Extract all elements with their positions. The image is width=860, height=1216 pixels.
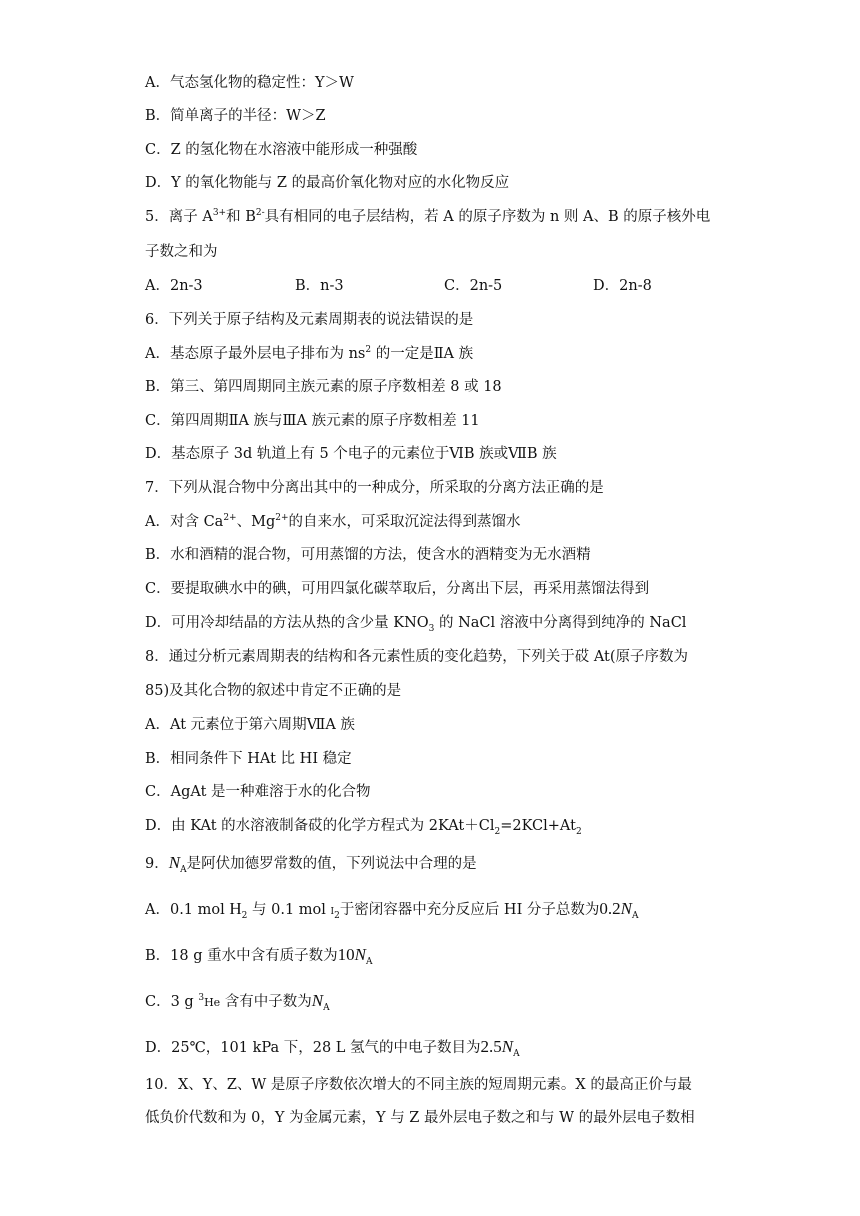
q10-stem-line2: 低负价代数和为 0，Y 为金属元素，Y 与 Z 最外层电子数之和与 W 的最外层电子数相 <box>145 1110 695 1126</box>
q5-stem-line1: 5．离子 $A^{3+}$和 $B^{2-}$具有相同的电子层结构，若 A 的原子序数为 n 则 A、B 的原子核外电 <box>145 208 711 225</box>
q5-option-d: D．2n-8 <box>593 278 652 294</box>
q6-option-d: D．基态原子 3d 轨道上有 5 个电子的元素位于ⅥB 族或ⅦB 族 <box>145 446 557 462</box>
q7-stem: 7．下列从混合物中分离出其中的一种成分，所采取的分离方法正确的是 <box>145 480 604 496</box>
q8-option-c: C．AgAt 是一种难溶于水的化合物 <box>145 784 371 800</box>
q9-option-a: A．0.1 mol $H_2$ 与 0.1 mol $I_2$于密闭容器中充分反应后 HI 分子总数为$0.2N_A$ <box>145 899 639 921</box>
q8-option-b: B．相同条件下 HAt 比 HI 稳定 <box>145 751 352 767</box>
q4-option-d: D．Y 的氧化物能与 Z 的最高价氧化物对应的水化物反应 <box>145 175 510 191</box>
q8-stem-line1: 8．通过分析元素周期表的结构和各元素性质的变化趋势，下列关于砹 At(原子序数为 <box>145 649 689 665</box>
q5-option-c: C．2n-5 <box>444 278 503 294</box>
q9-option-b: B．18 g 重水中含有质子数为$10N_A$ <box>145 945 373 967</box>
q9-stem: 9．$N_A$是阿伏加德罗常数的值，下列说法中合理的是 <box>145 853 477 875</box>
q4-option-b: B．简单离子的半径：W＞Z <box>145 108 326 124</box>
q8-stem-line2: 85)及其化合物的叙述中肯定不正确的是 <box>145 683 402 699</box>
q5-option-b: B．n-3 <box>295 278 344 294</box>
q6-option-c: C．第四周期ⅡA 族与ⅢA 族元素的原子序数相差 11 <box>145 413 480 429</box>
q5-option-a: A．2n-3 <box>145 278 203 294</box>
q4-option-a: A．气态氢化物的稳定性：Y＞W <box>145 75 354 91</box>
q8-option-d: D．由 KAt 的水溶液制备砹的化学方程式为 $2KAt+Cl_2=2KCl+At_2$ <box>145 818 582 837</box>
q9-option-c: C．3 g $^3$He 含有中子数为$N_A$ <box>145 991 330 1013</box>
q4-option-c: C．Z 的氢化物在水溶液中能形成一种强酸 <box>145 142 418 158</box>
q6-stem: 6．下列关于原子结构及元素周期表的说法错误的是 <box>145 312 474 328</box>
q7-option-d: D．可用冷却结晶的方法从热的含少量 $KNO_3$ 的 NaCl 溶液中分离得到纯净的 NaCl <box>145 615 687 634</box>
q7-option-c: C．要提取碘水中的碘，可用四氯化碳萃取后，分离出下层，再采用蒸馏法得到 <box>145 581 650 597</box>
q5-stem-line2: 子数之和为 <box>145 244 218 260</box>
q6-option-a: A．基态原子最外层电子排布为 $ns^2$ 的一定是ⅡA 族 <box>145 345 474 362</box>
q8-option-a: A．At 元素位于第六周期ⅦA 族 <box>145 717 355 733</box>
q7-option-b: B．水和酒精的混合物，可用蒸馏的方法，使含水的酒精变为无水酒精 <box>145 547 591 563</box>
q7-option-a: A．对含 $Ca^{2+}$、$Mg^{2+}$的自来水，可采取沉淀法得到蒸馏水 <box>145 513 521 530</box>
q10-stem-line1: 10．X、Y、Z、W 是原子序数依次增大的不同主族的短周期元素。X 的最高正价与最 <box>145 1077 692 1093</box>
q6-option-b: B．第三、第四周期同主族元素的原子序数相差 8 或 18 <box>145 379 502 395</box>
q9-option-d: D．25℃，101 kPa 下，28 L 氢气的中电子数目为$2.5N_A$ <box>145 1037 520 1059</box>
